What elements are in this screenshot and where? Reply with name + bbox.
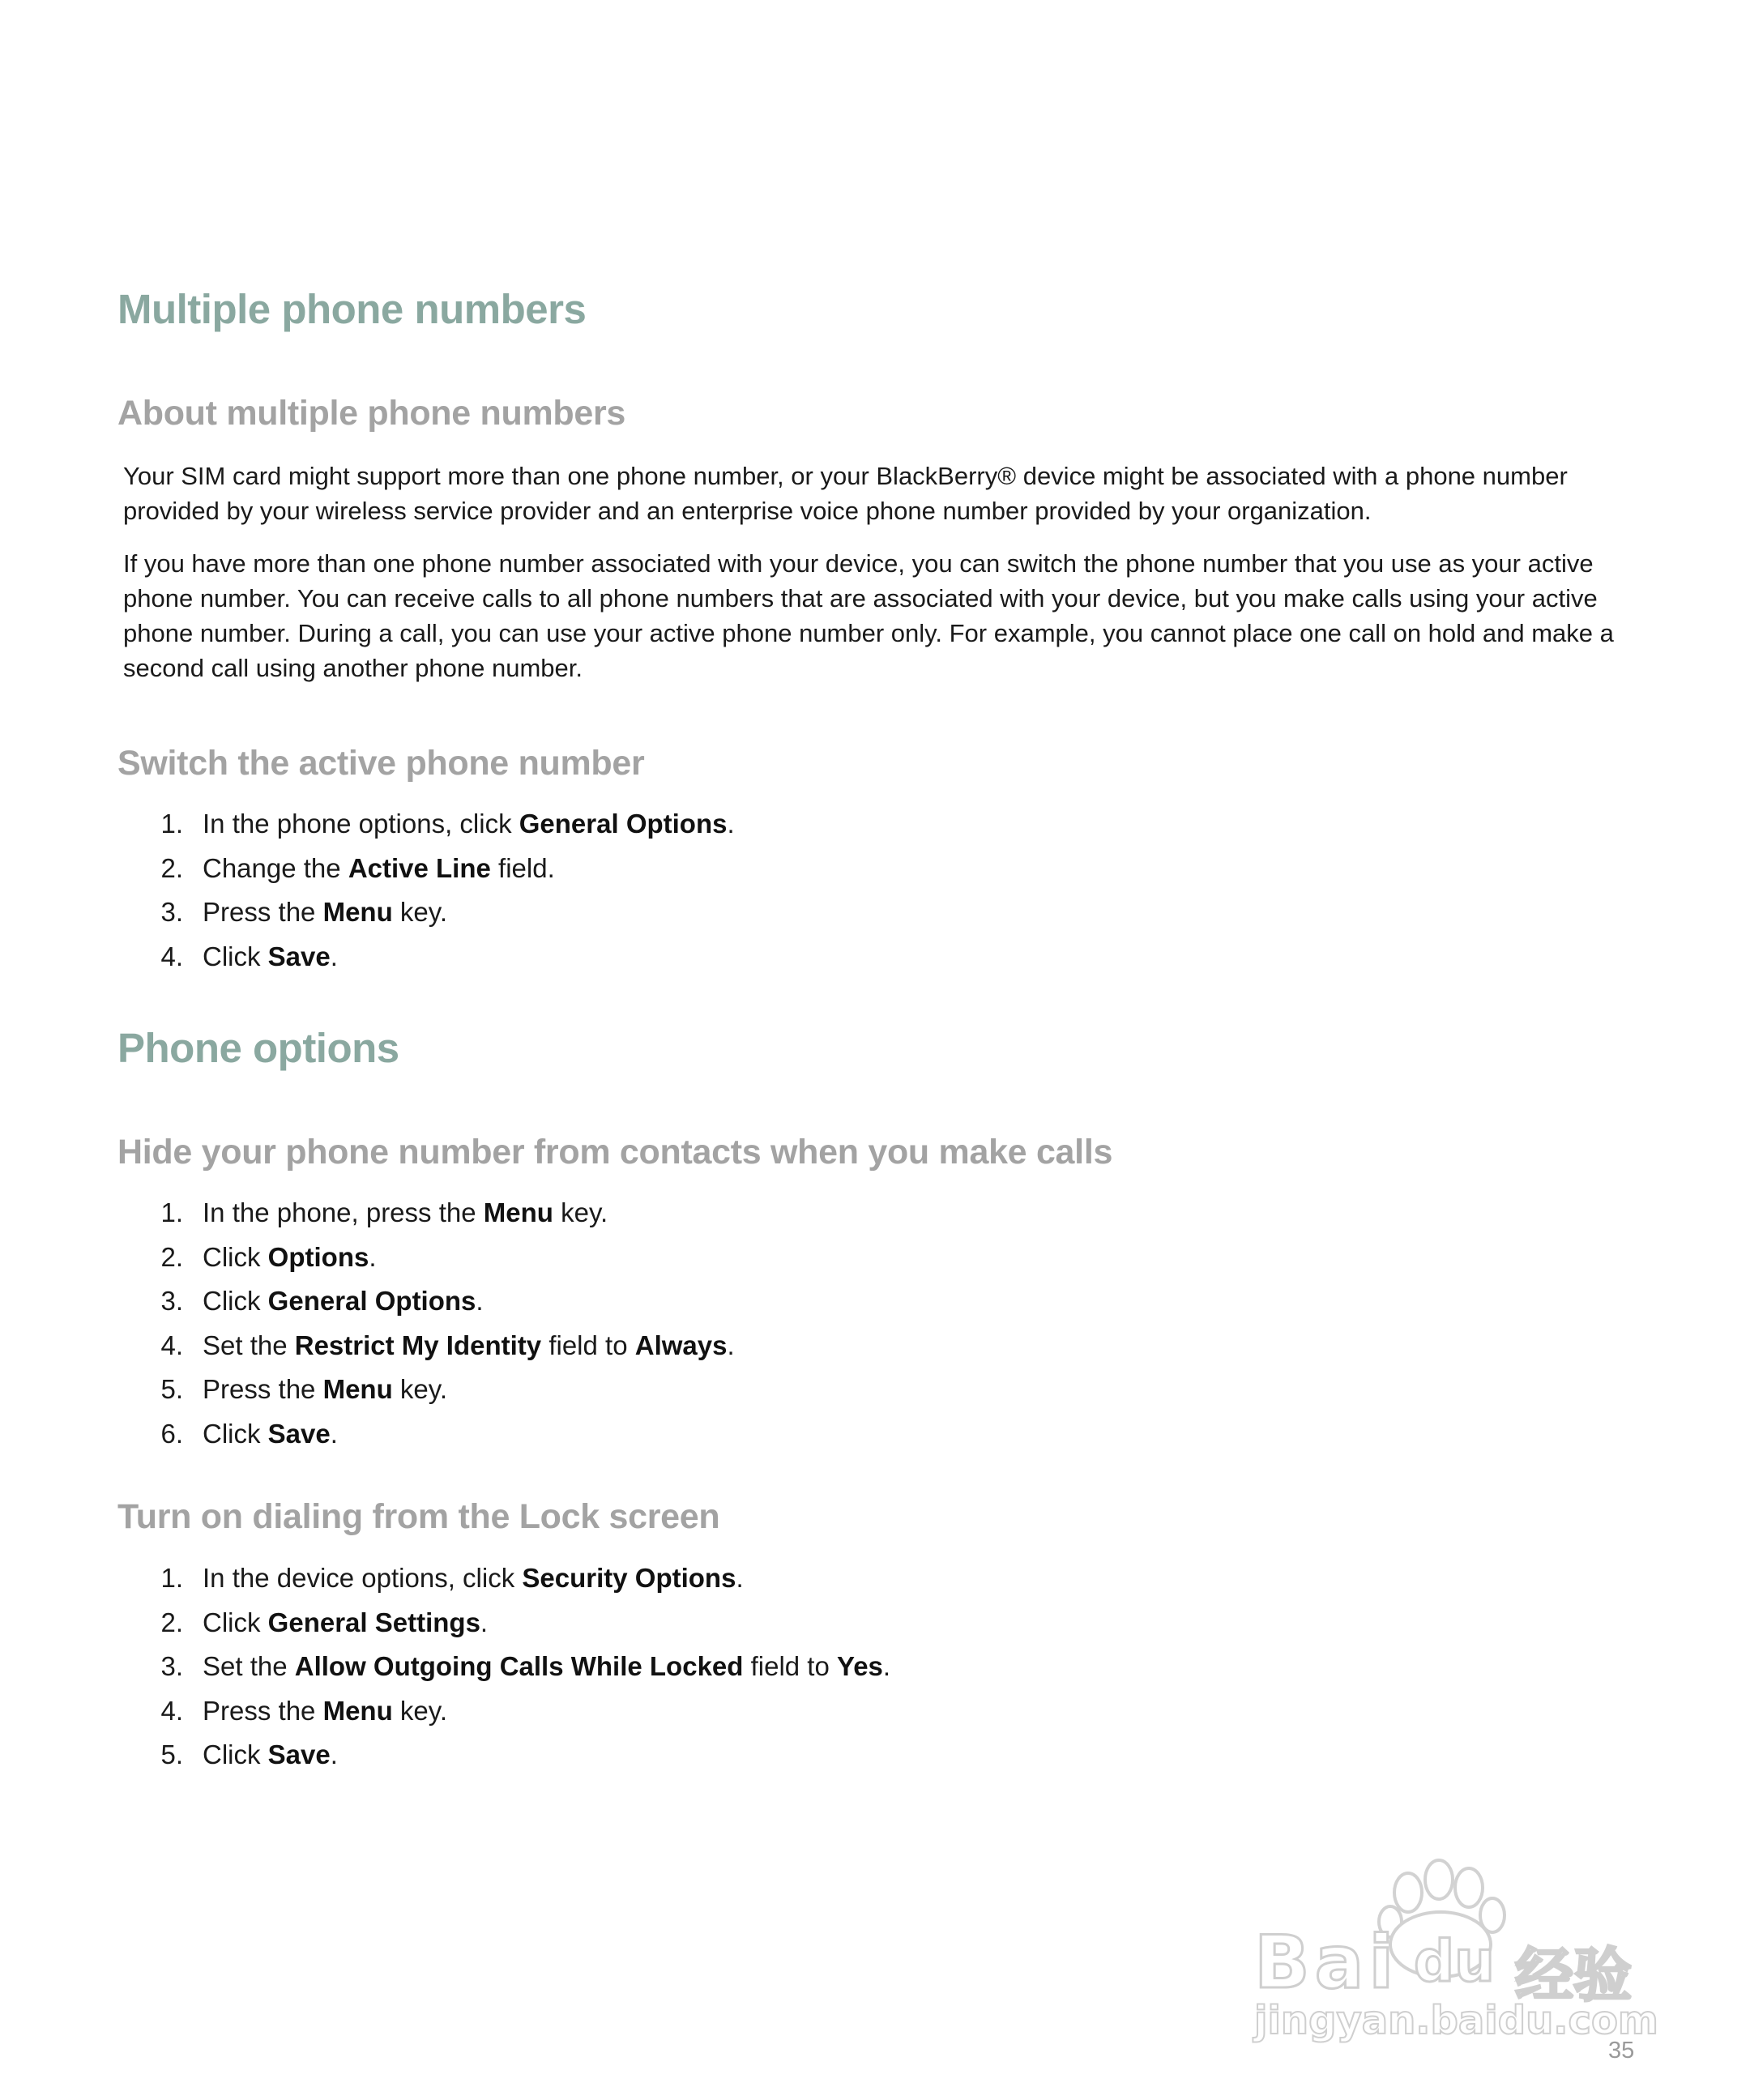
ui-term: Menu bbox=[483, 1197, 553, 1227]
ui-term: Restrict My Identity bbox=[294, 1330, 542, 1360]
ui-term: Security Options bbox=[522, 1563, 736, 1593]
ui-term: General Options bbox=[519, 809, 728, 839]
paragraph: If you have more than one phone number associated with your device, you can switch the phone number that you use as your active phone number. You can receive calls to all phone numbers that are associated with your device, but you make calls using your active phone number. During a call, you can use your active phone number only. For example, you cannot place one call on hold and make a second call using another phone number. bbox=[123, 549, 1614, 682]
ui-term: Menu bbox=[322, 897, 393, 927]
ui-term: Save bbox=[267, 941, 331, 971]
subsection-title-switch-active: Switch the active phone number bbox=[117, 744, 645, 783]
subsection-title-lock-screen-dialing: Turn on dialing from the Lock screen bbox=[117, 1497, 720, 1536]
paragraph: Your SIM card might support more than one phone number, or your BlackBerry® device might be associated with a phone number provided by your wireless service provider and an enterprise voice phone number provided by your organization. bbox=[123, 462, 1568, 525]
watermark-brand-cn: 经验 bbox=[1515, 1941, 1633, 2009]
ui-term: Save bbox=[267, 1739, 331, 1769]
watermark-brand-left: Bai bbox=[1254, 1920, 1399, 2005]
ui-term: Menu bbox=[322, 1695, 393, 1726]
ui-term: Active Line bbox=[348, 852, 491, 883]
ui-term: Save bbox=[267, 1418, 331, 1449]
document-page: Multiple phone numbers About multiple phone numbers Your SIM card might support more than one phone number, or your BlackBerry® device might be associated with a phone number provided by your wireless service provider and an enterprise voice phone number provided by your organization. If you have more than one phone number associated with your device, you can switch the phone number that you use as your active phone number. You can receive calls to all phone numbers that are associated with your device, but you make calls using your active phone number. During a call, you can use your active phone number only. For example, you cannot place one call on hold and make a second call using another phone number. Switch the active phone number 1. In the phone options, click General Options. 2. Change the Active Line field. 3. Press the Menu key. 4. Click Save. Phone options Hide your phone number from contacts when you make calls 1. In the phone, press the Menu key. 2. Click Options. 3. Click General Options. 4. Set the Restrict My Identity field to Always. 5. Press the Menu key. 6. Click Save. Turn on dialing from the Lock screen 1. In the device options, click Security Options. 2. Click General Settings. 3. Set the Allow Outgoing Calls While Locked field to Yes. 4. Press the Menu key. 5. Click Save. Bai du 经验 jingyan.baidu.com 35 bbox=[0, 0, 1750, 2100]
page-number: 35 bbox=[1608, 2038, 1635, 2064]
subsection-title-hide-number: Hide your phone number from contacts when you make calls bbox=[117, 1133, 1113, 1172]
section-heading-multiple-phone-numbers: Multiple phone numbers bbox=[117, 286, 587, 332]
watermark-url: jingyan.baidu.com bbox=[1254, 1998, 1658, 2043]
ui-term: General Options bbox=[267, 1286, 476, 1316]
ui-term: Allow Outgoing Calls While Locked bbox=[294, 1651, 744, 1681]
watermark-brand-right: du bbox=[1414, 1928, 1495, 1995]
baidu-watermark bbox=[1248, 1847, 1669, 2042]
subsection-title-about: About multiple phone numbers bbox=[117, 394, 626, 433]
section-heading-phone-options: Phone options bbox=[117, 1025, 399, 1071]
ui-term: General Settings bbox=[267, 1607, 480, 1637]
ui-term: Menu bbox=[322, 1374, 393, 1404]
ui-term: Always bbox=[634, 1330, 728, 1360]
ui-term: Yes bbox=[837, 1651, 883, 1681]
ui-term: Options bbox=[267, 1241, 369, 1272]
